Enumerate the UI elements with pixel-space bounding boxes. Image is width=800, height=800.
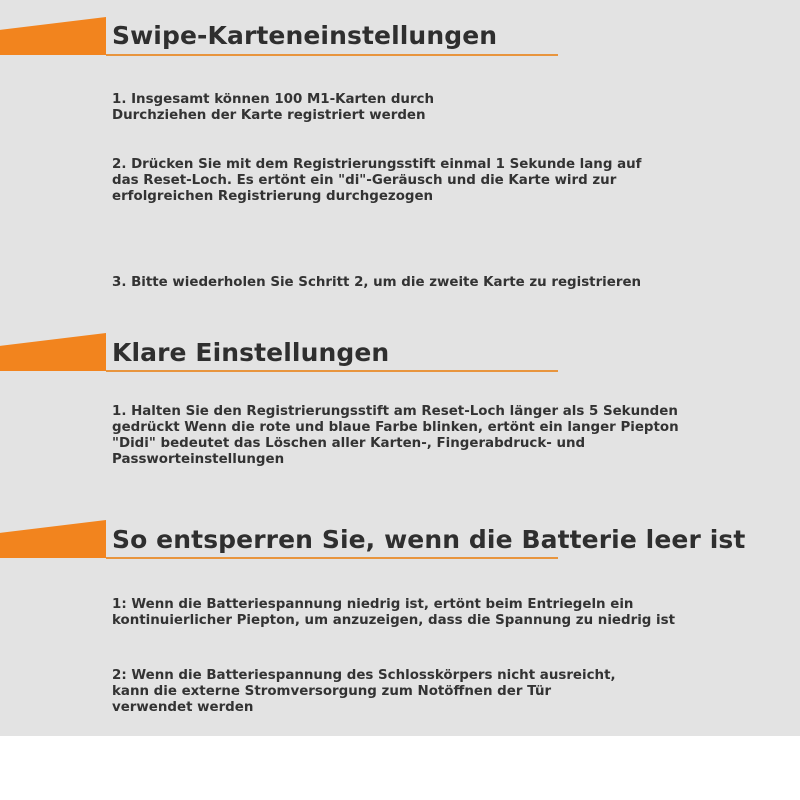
- heading-underline: [106, 370, 558, 372]
- section-header-battery-empty: [0, 520, 746, 566]
- paragraph-swipe-1: [112, 92, 434, 124]
- section-header-clear-settings: [0, 333, 560, 379]
- text-line: 2. Drücken Sie mit dem Registrierungsstift einmal 1 Sekunde lang auf: [112, 157, 642, 172]
- text-line: verwendet werden: [112, 700, 254, 715]
- text-line: "Didi" bedeutet das Löschen aller Karten-, Fingerabdruck- und: [112, 436, 586, 451]
- section-header-swipe-card: [0, 17, 560, 63]
- text-line: kontinuierlicher Piepton, um anzuzeigen, dass die Spannung zu niedrig ist: [112, 613, 675, 628]
- paragraph-swipe-2: [112, 157, 642, 205]
- text-line: gedrückt Wenn die rote und blaue Farbe blinken, ertönt ein langer Piepton: [112, 420, 679, 435]
- section-heading: Swipe-Karteneinstellungen: [112, 21, 498, 50]
- paragraph-clear-1: [112, 404, 679, 468]
- paragraph-battery-2: [112, 668, 616, 716]
- paragraph-swipe-3: [112, 275, 641, 291]
- heading-underline: [106, 54, 558, 56]
- orange-accent-tab: [0, 333, 106, 371]
- text-line: kann die externe Stromversorgung zum Notöffnen der Tür: [112, 684, 552, 699]
- paragraph-battery-1: [112, 597, 675, 629]
- text-line: erfolgreichen Registrierung durchgezogen: [112, 189, 434, 204]
- heading-underline: [106, 557, 558, 559]
- section-heading: So entsperren Sie, wenn die Batterie leer ist: [112, 525, 746, 554]
- text-line: Passworteinstellungen: [112, 452, 285, 467]
- text-line: 1. Insgesamt können 100 M1-Karten durch: [112, 92, 435, 107]
- orange-accent-tab: [0, 17, 106, 55]
- text-line: 1. Halten Sie den Registrierungsstift am Reset-Loch länger als 5 Sekunden: [112, 404, 678, 419]
- text-line: Durchziehen der Karte registriert werden: [112, 108, 426, 123]
- orange-accent-tab: [0, 520, 106, 558]
- section-heading: Klare Einstellungen: [112, 338, 390, 367]
- text-line: 3. Bitte wiederholen Sie Schritt 2, um die zweite Karte zu registrieren: [112, 275, 642, 290]
- text-line: 1: Wenn die Batteriespannung niedrig ist, ertönt beim Entriegeln ein: [112, 597, 634, 612]
- text-line: das Reset-Loch. Es ertönt ein "di"-Geräusch und die Karte wird zur: [112, 173, 617, 188]
- text-line: 2: Wenn die Batteriespannung des Schlosskörpers nicht ausreicht,: [112, 668, 616, 683]
